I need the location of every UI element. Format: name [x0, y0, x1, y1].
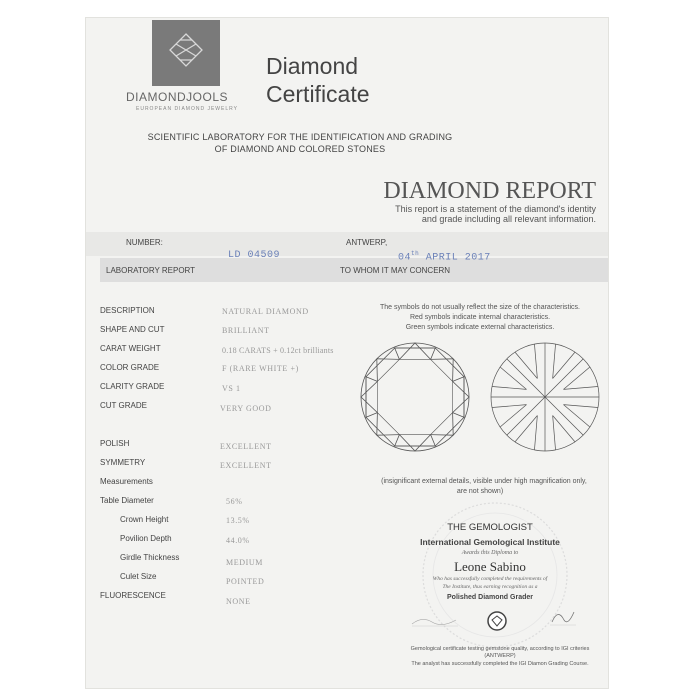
grading-label-culet: Culet Size [120, 572, 157, 581]
grading-label-fluorescence: FLUORESCENCE [100, 591, 166, 600]
grading-label-polish: POLISH [100, 439, 130, 448]
grading-label-symmetry: SYMMETRY [100, 458, 146, 467]
grading-value-crown: 13.5% [226, 516, 250, 525]
brand-tagline: EUROPEAN DIAMOND JEWELRY [136, 106, 238, 112]
symbols-note-line2: Red symbols indicate internal characteristics. [409, 314, 551, 321]
grading-value-description: NATURAL DIAMOND [222, 307, 309, 316]
date-suffix: th [411, 250, 420, 257]
diamond-logo-icon [152, 20, 220, 86]
date-day: 04 [398, 252, 412, 264]
crown-view-diagram [358, 340, 472, 454]
lab-description-line2: OF DIAMOND AND COLORED STONES [214, 144, 386, 154]
grading-value-table: 56% [226, 497, 243, 506]
grading-label-pavilion: Povilion Depth [120, 534, 172, 543]
report-subtitle-line2: and grade including all relevant information. [421, 214, 596, 224]
report-number: LD 04509 [228, 250, 281, 261]
left-signature [410, 612, 460, 628]
report-title: DIAMOND REPORT [383, 178, 596, 204]
grading-value-polish: EXCELLENT [220, 442, 272, 451]
footer-line1: Gemological certificate testing gemstone quality, according to IGI criteries [410, 646, 590, 652]
gemologist-name: Leone Sabino [454, 559, 526, 574]
grading-label-table: Table Diameter [100, 496, 154, 505]
grading-label-cut: CUT GRADE [100, 401, 147, 410]
grading-value-color: F (RARE WHITE +) [222, 364, 299, 373]
symbols-note-line3: Green symbols indicate external characteristics. [405, 324, 555, 331]
grading-value-clarity: VS 1 [222, 384, 241, 393]
insignificant-note-line2: are not shown) [456, 488, 504, 495]
city-label: ANTWERP, [346, 238, 388, 247]
grading-value-carat: 0.18 CARATS + 0.12ct brilliants [222, 346, 334, 355]
grading-label-crown: Crown Height [120, 515, 169, 524]
grading-value-shape: BRILLIANT [222, 326, 270, 335]
number-label: NUMBER: [126, 238, 163, 247]
gemologist-heading: THE GEMOLOGIST [447, 522, 533, 533]
grading-value-cut: VERY GOOD [220, 404, 272, 413]
footer-line2: (ANTWERP) [484, 653, 516, 659]
insignificant-note-line1: (insignificant external details, visible under high magnification only, [381, 478, 587, 485]
gemologist-text1: Who has successfully completed the requirements of [432, 576, 548, 582]
grading-label-carat: CARAT WEIGHT [100, 344, 161, 353]
gemologist-text2: The Institute, thus earning recognition as a [442, 584, 538, 590]
grading-value-culet: POINTED [226, 577, 265, 586]
lab-report-label: LABORATORY REPORT [106, 266, 196, 275]
date-rest: APRIL 2017 [425, 252, 491, 264]
gemologist-institute: International Gemological Institute [420, 537, 560, 547]
report-subtitle-line1: This report is a statement of the diamond's identity [395, 204, 596, 214]
certificate-title-line1: Diamond [266, 53, 359, 79]
brand-name: DIAMONDJOOLS [126, 90, 229, 104]
lab-description-line1: SCIENTIFIC LABORATORY FOR THE IDENTIFICATION AND GRADING [147, 132, 453, 142]
grading-value-symmetry: EXCELLENT [220, 461, 272, 470]
concern-label: TO WHOM IT MAY CONCERN [340, 266, 451, 275]
grading-value-girdle: MEDIUM [226, 558, 263, 567]
diamond-logo [152, 20, 220, 86]
symbols-note-line1: The symbols do not usually reflect the size of the characteristics. [380, 304, 580, 311]
gemologist-title: Polished Diamond Grader [447, 594, 533, 601]
grading-value-pavilion: 44.0% [226, 536, 250, 545]
igi-emblem-icon [486, 610, 508, 632]
grading-label-girdle: Girdle Thickness [120, 553, 180, 562]
grading-label-measurements: Measurements [100, 477, 153, 486]
right-signature [548, 606, 578, 628]
grading-label-clarity: CLARITY GRADE [100, 382, 165, 391]
gemologist-awards: Awards this Diploma to [461, 550, 519, 556]
grading-label-description: DESCRIPTION [100, 306, 155, 315]
pavilion-view-diagram [488, 340, 602, 454]
grading-label-shape: SHAPE AND CUT [100, 325, 165, 334]
report-date [398, 250, 491, 263]
grading-label-color: COLOR GRADE [100, 363, 160, 372]
footer-line3: The analyst has successfully completed the IGI Diamon Grading Course. [411, 661, 589, 667]
certificate-title [266, 52, 370, 108]
certificate-title-line2: Certificate [266, 81, 370, 107]
grading-value-fluorescence: NONE [226, 597, 251, 606]
